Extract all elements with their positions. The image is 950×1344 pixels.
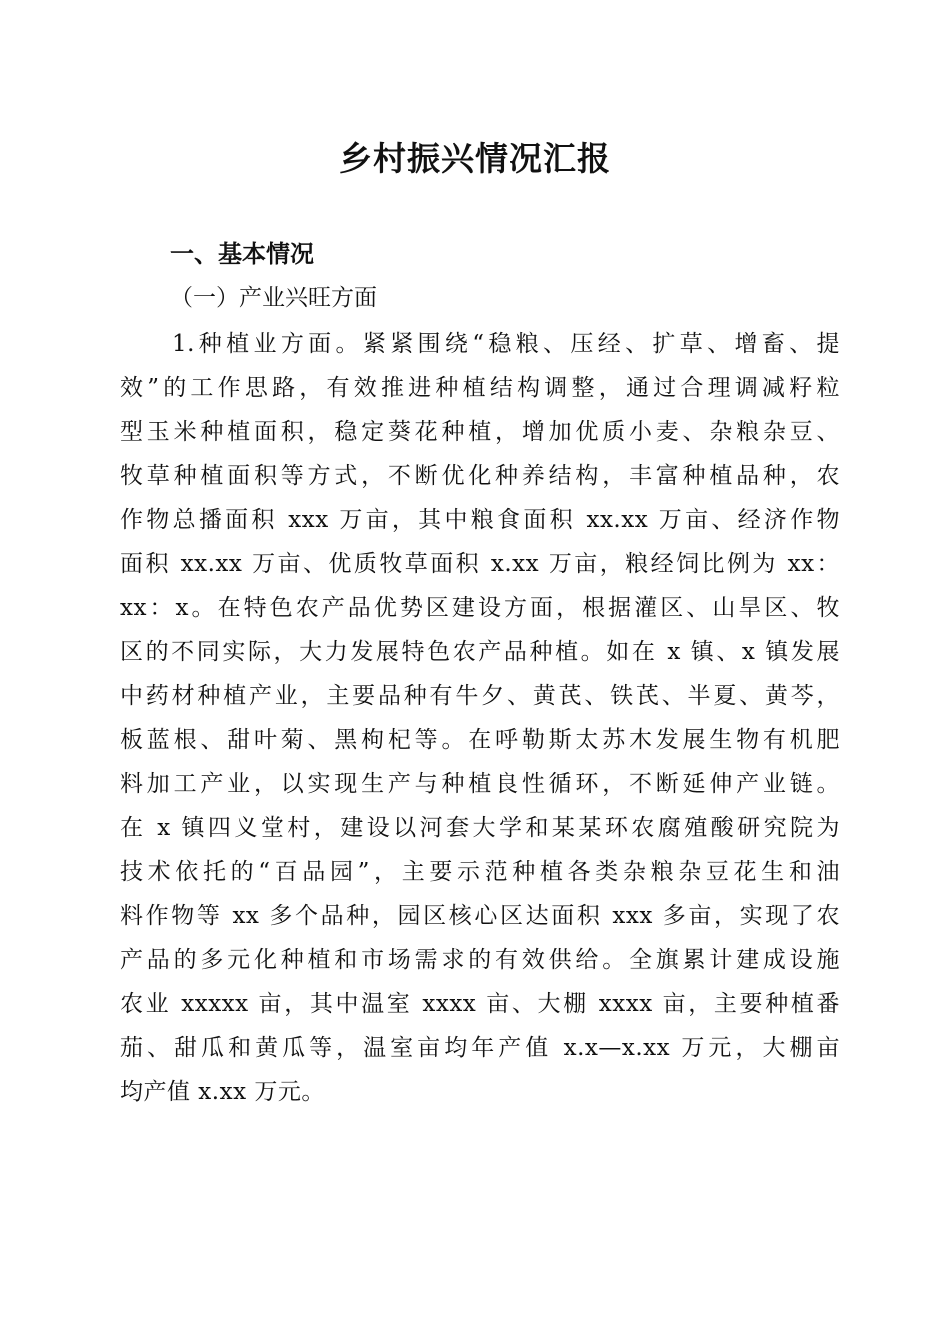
paragraph-line: 1.种植业方面。紧紧围绕“稳粮、压经、扩草、增畜、提 [172, 331, 840, 357]
paragraph-line: 面积 xx.xx 万亩、优质牧草面积 x.xx 万亩，粮经饲比例为 xx： [120, 551, 840, 577]
paragraph-line: 均产值 x.xx 万元。 [120, 1079, 325, 1105]
paragraph-line: 牧草种植面积等方式，不断优化种养结构，丰富种植品种，农 [120, 463, 840, 489]
paragraph-line: 在 x 镇四义堂村，建设以河套大学和某某环农腐殖酸研究院为 [120, 815, 840, 841]
paragraph-line: 料作物等 xx 多个品种，园区核心区达面积 xxx 多亩，实现了农 [120, 903, 840, 929]
subsection-heading: （一）产业兴旺方面 [170, 285, 377, 311]
paragraph-line: 中药材种植产业，主要品种有牛夕、黄芪、铁芪、半夏、黄芩， [120, 683, 840, 709]
paragraph-line: 板蓝根、甜叶菊、黑枸杞等。在呼勒斯太苏木发展生物有机肥 [120, 727, 840, 753]
paragraph-line: 农业 xxxxx 亩，其中温室 xxxx 亩、大棚 xxxx 亩，主要种植番 [120, 991, 840, 1017]
paragraph-line: 型玉米种植面积，稳定葵花种植，增加优质小麦、杂粮杂豆、 [120, 419, 840, 445]
paragraph-line: 茄、甜瓜和黄瓜等，温室亩均年产值 x.x—x.xx 万元，大棚亩 [120, 1035, 840, 1061]
paragraph-line: 技术依托的“百品园”，主要示范种植各类杂粮杂豆花生和油 [120, 859, 840, 885]
paragraph-line: xx：x。在特色农产品优势区建设方面，根据灌区、山旱区、牧 [120, 595, 840, 621]
paragraph-line: 作物总播面积 xxx 万亩，其中粮食面积 xx.xx 万亩、经济作物 [120, 507, 840, 533]
paragraph-line: 料加工产业，以实现生产与种植良性循环，不断延伸产业链。 [120, 771, 840, 797]
body-paragraph [120, 322, 840, 1114]
document-title: 乡村振兴情况汇报 [339, 139, 611, 178]
paragraph-line: 产品的多元化种植和市场需求的有效供给。全旗累计建成设施 [120, 947, 840, 973]
section-heading: 一、基本情况 [170, 240, 314, 268]
paragraph-line: 区的不同实际，大力发展特色农产品种植。如在 x 镇、x 镇发展 [120, 639, 840, 665]
paragraph-line: 效”的工作思路，有效推进种植结构调整，通过合理调减籽粒 [120, 375, 840, 401]
